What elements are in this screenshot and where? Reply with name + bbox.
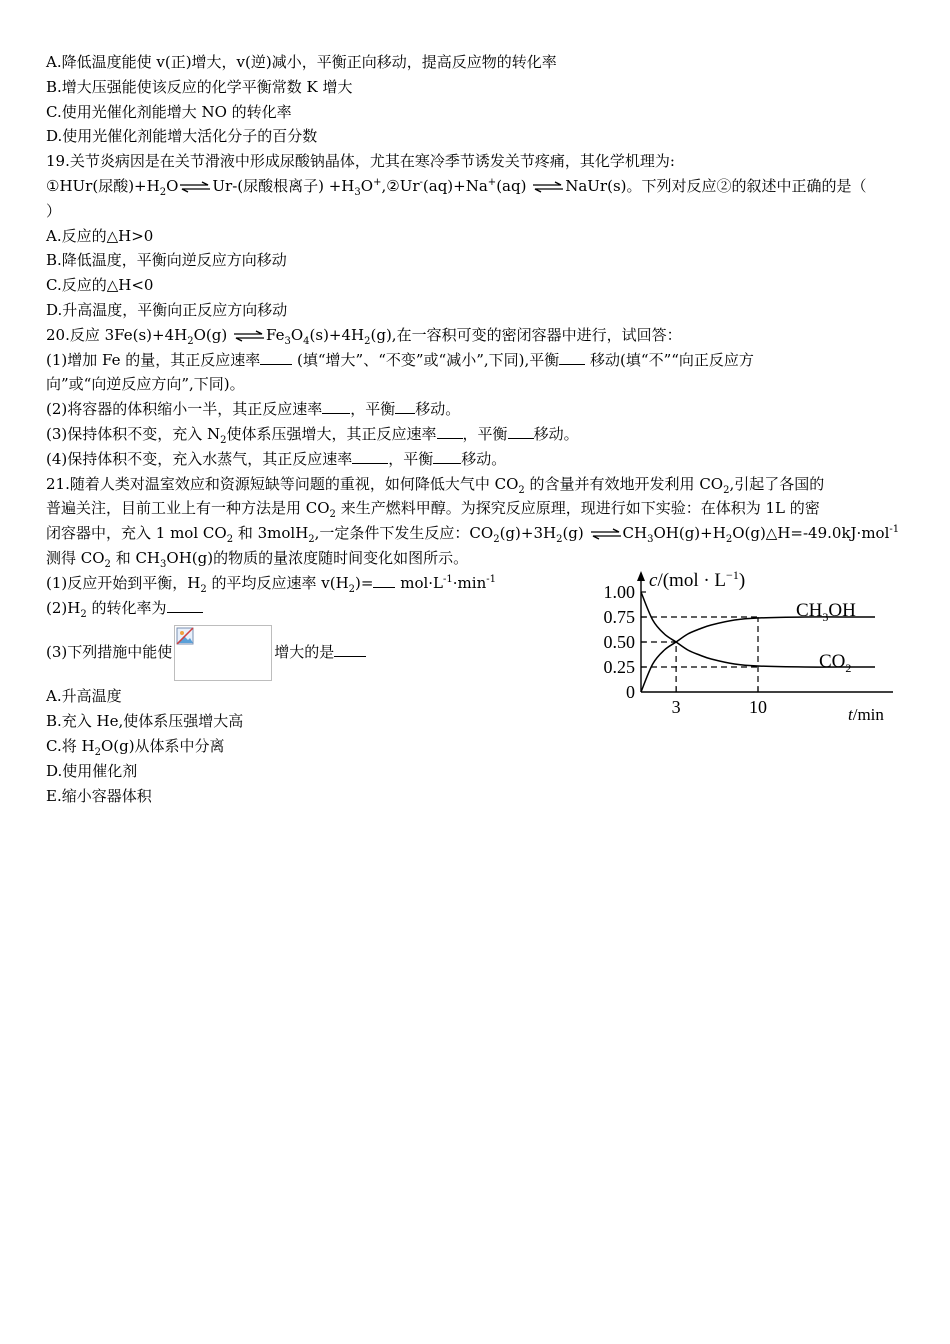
q19-eq2-mid2: (aq) — [496, 176, 532, 195]
q21-option-c — [46, 734, 906, 759]
x-tick-label: 10 — [749, 697, 767, 717]
q21-option-b: B.充入 He,使体系压强增大高 — [46, 712, 244, 731]
sup-neg1: -1 — [486, 573, 496, 585]
q21-s2-b: 的转化率为 — [86, 598, 167, 617]
co2-label-sub: 2 — [845, 661, 852, 675]
y-tick-label: 0 — [626, 682, 635, 702]
q21-l4-a: 测得 CO — [46, 548, 105, 567]
q20-part4 — [46, 447, 906, 472]
q20-stem-a: 20.反应 3Fe(s)+4H — [46, 325, 188, 344]
q20-p2-c: 移动。 — [415, 400, 461, 419]
y-axis-arrow-icon — [637, 571, 645, 581]
q18-option-a: A.降低温度能使 v(正)增大，v(逆)减小，平衡正向移动，提高反应物的转化率 — [46, 53, 557, 71]
answer-blank[interactable] — [352, 449, 388, 464]
q21-line2 — [46, 496, 906, 521]
concentration-time-chart — [593, 568, 893, 728]
q20-stem-f: (g),在一容积可变的密闭容器中进行，试回答： — [370, 325, 682, 344]
sub-2: 2 — [493, 534, 500, 546]
q20-stem-e: (s)+4H — [309, 325, 365, 344]
q20-p2-a: (2)将容器的体积缩小一半，其正反应速率 — [46, 400, 323, 419]
q21-s2-a: (2)H — [46, 598, 81, 617]
q21-option-c-tail: O(g)从体系中分离 — [100, 736, 225, 755]
q20-p1-b: (填“增大”、“不变”或“减小”,下同),平衡 — [292, 350, 560, 369]
sub-3: 3 — [284, 335, 291, 347]
q21-s1-a: (1)反应开始到平衡，H — [46, 573, 201, 592]
q20-p1-a: (1)增加 Fe 的量，其正反应速率 — [46, 350, 261, 369]
answer-blank[interactable] — [322, 399, 350, 414]
sub-2: 2 — [518, 484, 525, 496]
q19-eq2-left: ,②Ur — [381, 176, 420, 195]
answer-blank[interactable] — [373, 573, 395, 588]
sup-plus: + — [373, 176, 382, 188]
answer-blank[interactable] — [334, 642, 366, 657]
q20-part1-cont: 向”或“向逆反应方向”,下同)。 — [46, 375, 245, 394]
q21-option-d: D.使用催化剂 — [46, 761, 138, 780]
q21-l3-g: OH(g)+H — [653, 524, 726, 543]
q20-stem — [46, 323, 906, 348]
q21-l3-f: CH — [622, 524, 648, 543]
sub-2: 2 — [725, 534, 733, 546]
co2-label-a: CO — [819, 651, 846, 672]
x-label-t: t — [848, 705, 853, 724]
answer-blank[interactable] — [437, 424, 463, 439]
q21-option-a: A.升高温度 — [46, 687, 122, 706]
q19-eq2-right: NaUr(s)。下列对反应②的叙述中正确的是（ — [565, 176, 867, 195]
answer-blank[interactable] — [260, 350, 292, 365]
sub-2: 2 — [348, 583, 356, 595]
sub-2: 2 — [220, 434, 227, 446]
q20-p3-c: ，平衡 — [462, 424, 508, 443]
sub-2: 2 — [80, 608, 87, 620]
sup-neg1: -1 — [443, 573, 453, 585]
q19-option-a: A.反应的△H>0 — [46, 226, 154, 245]
q19-option-c: C.反应的△H<0 — [46, 276, 154, 295]
q21-l2-b: 来生产燃料甲醇。为探究反应原理，现进行如下实验：在体积为 1L 的密 — [335, 499, 820, 518]
y-label-c: c — [649, 570, 658, 591]
y-label-close: ) — [738, 570, 746, 591]
q21-option-e: E.缩小容器体积 — [46, 786, 152, 805]
series-label-ch3oh — [796, 600, 856, 624]
q19-option-b: B.降低温度，平衡向逆反应方向移动 — [46, 251, 287, 270]
sub-4: 4 — [303, 335, 310, 347]
sub-2: 2 — [723, 484, 730, 496]
sup-neg1: -1 — [889, 524, 900, 536]
y-axis-label — [649, 568, 745, 591]
q21-line3 — [46, 521, 906, 546]
q21-option-c-head: C.将 H — [46, 736, 95, 755]
broken-image-icon — [176, 627, 194, 645]
q21-l4-b: 和 CH — [110, 548, 161, 567]
q21-s3-a: (3)下列措施中能使 — [46, 643, 173, 662]
q20-p4-a: (4)保持体积不变，充入水蒸气，其正反应速率 — [46, 449, 353, 468]
q20-stem-c: Fe — [265, 325, 285, 344]
q21-l1-a: 21.随着人类对温室效应和资源短缺等问题的重视，如何降低大气中 CO — [46, 474, 519, 493]
q21-l4-c: OH(g)的物质的量浓度随时间变化如图所示。 — [166, 548, 469, 567]
q20-part1 — [46, 348, 906, 373]
q21-s1-d: mol·L — [395, 573, 444, 592]
sup-plus: + — [487, 176, 497, 188]
q20-p4-c: 移动。 — [461, 449, 507, 468]
x-label-unit: /min — [852, 705, 884, 724]
ch3oh-label-b: OH — [828, 600, 856, 621]
equilibrium-arrow-icon — [232, 330, 266, 342]
q19-stem: 19.关节炎病因是在关节滑液中形成尿酸钠晶体，尤其在寒冷季节诱发关节疼痛，其化学机理为: — [46, 152, 675, 171]
q19-eq1-left: ①HUr(尿酸)+H — [46, 176, 160, 195]
x-tick-label: 3 — [671, 697, 681, 717]
q19-option-d: D.升高温度，平衡向正反应方向移动 — [46, 300, 288, 319]
q20-p3-a: (3)保持体积不变，充入 N — [46, 424, 221, 443]
sub-2: 2 — [226, 534, 234, 546]
q18-option-c: C.使用光催化剂能增大 NO 的转化率 — [46, 102, 292, 121]
sub-2: 2 — [104, 558, 111, 570]
q21-s1-e: ·min — [452, 573, 487, 592]
q19-eq1-right: Ur-(尿酸根离子) +H — [212, 176, 355, 195]
sub-2: 2 — [364, 335, 371, 347]
sub-2: 2 — [159, 186, 167, 198]
q20-stem-b: O(g) — [193, 325, 232, 344]
answer-blank[interactable] — [508, 424, 534, 439]
q20-p3-d: 移动。 — [533, 424, 579, 443]
q21-l3-c: ,一定条件下发生反应：CO — [314, 524, 494, 543]
q21-l2-a: 普遍关注，目前工业上有一种方法是用 CO — [46, 499, 330, 518]
sub-2: 2 — [187, 335, 194, 347]
q20-p3-b: 使体系压强增大，其正反应速率 — [226, 424, 437, 443]
q20-stem-d: O — [290, 325, 304, 344]
q20-part3 — [46, 422, 906, 447]
q21-l3-d: (g)+3H — [499, 524, 557, 543]
chart-ticks — [604, 582, 768, 717]
ch3oh-label-a: CH — [796, 600, 823, 621]
q18-option-b: B.增大压强能使该反应的化学平衡常数 K 增大 — [46, 77, 353, 96]
equilibrium-arrow-icon — [178, 181, 212, 193]
answer-blank[interactable] — [395, 399, 415, 414]
answer-blank[interactable] — [167, 598, 203, 613]
y-label-exp: −1 — [726, 568, 739, 582]
q19-eq2-mid: (aq)+Na — [422, 176, 488, 195]
q20-p1-c: 移动(填“不”“向正反应方 — [585, 350, 754, 369]
series-label-co2 — [819, 651, 851, 675]
sub-3: 3 — [647, 534, 654, 546]
q21-l3-b: 和 3molH — [233, 524, 309, 543]
q21-s1-c: )= — [355, 573, 374, 592]
q21-line1 — [46, 472, 906, 497]
q21-s1-b: 的平均反应速率 v(H — [206, 573, 349, 592]
y-tick-label: 1.00 — [603, 582, 635, 602]
sub-3: 3 — [160, 558, 167, 570]
ch3oh-label-sub: 3 — [822, 610, 829, 624]
q19-equations: ①HUr(尿酸)$+H_2O$ Ur-(尿酸根离子) $+H_3O^+,②Ur^-(aq)+Na^+(aq)$ NaUr(s)。下列对反应②的叙述中正确的是（ — [46, 176, 867, 198]
q20-p4-b: ，平衡 — [388, 449, 434, 468]
y-tick-label: 0.50 — [603, 632, 635, 652]
broken-image-placeholder — [174, 625, 272, 681]
q19-close-paren: ） — [46, 201, 62, 220]
sub-3: 3 — [354, 186, 361, 198]
q20-part2 — [46, 397, 906, 422]
answer-blank[interactable] — [559, 350, 585, 365]
q21-s3-b: 增大的是 — [274, 643, 335, 662]
q21-line4 — [46, 546, 906, 571]
q21-l3-a: 闭容器中，充入 1 mol CO — [46, 524, 227, 543]
y-label-unit: /(mol · L — [657, 570, 727, 591]
q21-l3-e: (g) — [562, 524, 589, 543]
sub-2: 2 — [200, 583, 207, 595]
equilibrium-arrow-icon — [589, 528, 623, 540]
q21-l3-h: O(g)△H=-49.0kJ·mol — [732, 524, 890, 543]
sub-2: 2 — [556, 534, 563, 546]
answer-blank[interactable] — [433, 449, 461, 464]
q18-option-d: D.使用光催化剂能增大活化分子的百分数 — [46, 127, 318, 146]
sub-2: 2 — [329, 509, 336, 521]
y-tick-label: 0.75 — [603, 607, 635, 627]
q21-l1-c: ,引起了各国的 — [729, 474, 825, 493]
x-axis-label — [848, 705, 884, 724]
sub-2: 2 — [94, 746, 101, 758]
y-tick-label: 0.25 — [603, 657, 635, 677]
sub-2: 2 — [308, 534, 315, 546]
q21-l1-b: 的含量并有效地开发利用 CO — [524, 474, 724, 493]
q20-p2-b: ，平衡 — [350, 400, 396, 419]
equilibrium-arrow-icon — [531, 181, 565, 193]
sup-minus: - — [419, 176, 423, 188]
